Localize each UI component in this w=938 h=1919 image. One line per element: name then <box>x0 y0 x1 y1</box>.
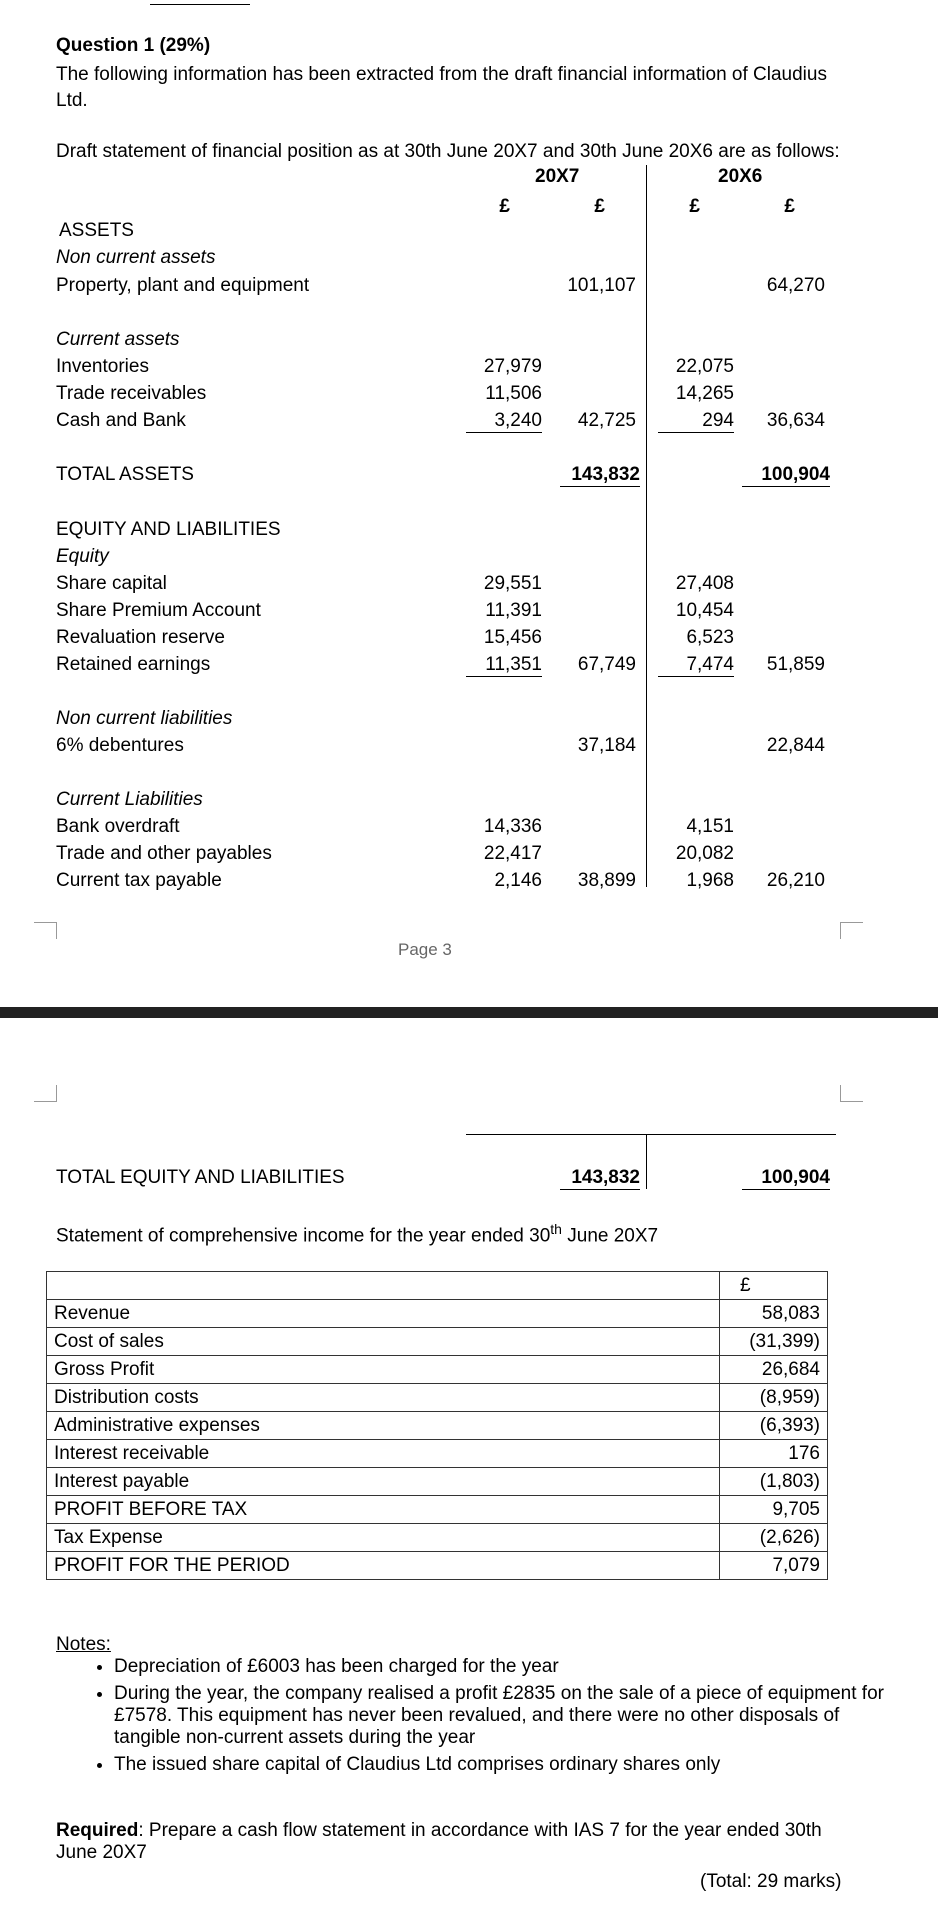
sofp-caption: Draft statement of financial position as at 30th June 20X7 and 30th June 20X6 are as follows: <box>56 141 840 162</box>
required-text <box>56 1820 846 1864</box>
cash-py: 294 <box>658 410 734 433</box>
ci-header-blank <box>47 1272 720 1300</box>
ci-row-label: Gross Profit <box>47 1356 720 1384</box>
ci-row-label: Revenue <box>47 1300 720 1328</box>
share-capital-cy: 29,551 <box>483 573 542 594</box>
equity-heading: Equity <box>56 546 109 567</box>
ci-row-label: Cost of sales <box>47 1328 720 1356</box>
ci-row-label: Distribution costs <box>47 1384 720 1412</box>
ppe-cy: 101,107 <box>567 275 636 296</box>
question-title: Question 1 (29%) <box>56 35 211 56</box>
total-eq-liab-label: TOTAL EQUITY AND LIABILITIES <box>56 1167 345 1188</box>
receivables-py: 14,265 <box>675 383 734 404</box>
top-cut-rule <box>150 4 250 5</box>
cash-cy: 3,240 <box>466 410 542 433</box>
ci-row-value: (1,803) <box>720 1468 828 1496</box>
ci-caption-post: June 20X7 <box>561 1225 659 1247</box>
total-assets-py: 100,904 <box>742 464 830 487</box>
ci-row-label: PROFIT FOR THE PERIOD <box>47 1552 720 1580</box>
page-number: Page 3 <box>398 940 452 959</box>
page-corner-tr <box>840 1085 863 1102</box>
ci-row-value: (2,626) <box>720 1524 828 1552</box>
continued-top-rule <box>466 1134 836 1135</box>
total-eq-liab-cy: 143,832 <box>560 1167 640 1190</box>
ci-row-value: 58,083 <box>720 1300 828 1328</box>
required-label: Required <box>56 1820 139 1841</box>
note-item: • Depreciation of £6003 has been charged for the year <box>114 1656 884 1678</box>
total-marks: (Total: 29 marks) <box>700 1871 842 1892</box>
tax-label: Current tax payable <box>56 870 222 891</box>
page-break <box>0 1007 938 1018</box>
currency-col4: £ <box>784 196 795 217</box>
year-current-header: 20X7 <box>535 166 580 187</box>
inventories-cy: 27,979 <box>483 356 542 377</box>
tax-py: 1,968 <box>686 870 734 891</box>
note-item: • The issued share capital of Claudius Ltd comprises ordinary shares only <box>114 1754 884 1776</box>
income-statement-table <box>46 1271 828 1580</box>
share-premium-cy: 11,391 <box>485 600 542 621</box>
ci-caption-sup: th <box>550 1221 562 1237</box>
total-assets-label: TOTAL ASSETS <box>56 464 194 485</box>
equity-total-cy: 67,749 <box>577 654 636 675</box>
ca-total-cy: 42,725 <box>577 410 636 431</box>
ci-row-value: (8,959) <box>720 1384 828 1412</box>
debentures-py: 22,844 <box>766 735 825 756</box>
ci-row <box>47 1356 828 1384</box>
receivables-label: Trade receivables <box>56 383 207 404</box>
ca-heading: Current assets <box>56 329 180 350</box>
ci-row-label: PROFIT BEFORE TAX <box>47 1496 720 1524</box>
ci-body <box>47 1300 828 1580</box>
retained-cy: 11,351 <box>466 654 542 677</box>
ppe-label: Property, plant and equipment <box>56 275 310 296</box>
page-corner-bl <box>34 922 57 939</box>
ci-row <box>47 1412 828 1440</box>
overdraft-py: 4,151 <box>686 816 734 837</box>
year-divider <box>646 165 647 887</box>
cl-total-cy: 38,899 <box>577 870 636 891</box>
cash-label: Cash and Bank <box>56 410 186 431</box>
page-corner-br <box>840 922 863 939</box>
ci-row-label: Tax Expense <box>47 1524 720 1552</box>
ci-header-row <box>47 1272 828 1300</box>
ci-row <box>47 1524 828 1552</box>
inventories-py: 22,075 <box>675 356 734 377</box>
ci-row <box>47 1468 828 1496</box>
overdraft-cy: 14,336 <box>483 816 542 837</box>
payables-label: Trade and other payables <box>56 843 272 864</box>
currency-col3: £ <box>689 196 700 217</box>
retained-label: Retained earnings <box>56 654 211 675</box>
nca-heading: Non current assets <box>56 247 216 268</box>
retained-py: 7,474 <box>658 654 734 677</box>
ci-row-value: 26,684 <box>720 1356 828 1384</box>
ci-row-label: Interest payable <box>47 1468 720 1496</box>
ca-total-py: 36,634 <box>766 410 825 431</box>
share-premium-py: 10,454 <box>675 600 734 621</box>
share-capital-py: 27,408 <box>675 573 734 594</box>
notes-list <box>84 1656 884 1781</box>
required-body: : Prepare a cash flow statement in accordance with IAS 7 for the year ended 30th June 20X7 <box>56 1820 822 1863</box>
debentures-label: 6% debentures <box>56 735 184 756</box>
currency-col2: £ <box>594 196 605 217</box>
continued-divider <box>646 1134 647 1189</box>
total-eq-liab-py: 100,904 <box>742 1167 830 1190</box>
assets-heading: ASSETS <box>59 220 134 241</box>
equity-total-py: 51,859 <box>766 654 825 675</box>
ci-row-value: 176 <box>720 1440 828 1468</box>
ci-row-value: 7,079 <box>720 1552 828 1580</box>
ci-currency: £ <box>720 1272 828 1300</box>
overdraft-label: Bank overdraft <box>56 816 180 837</box>
ppe-py: 64,270 <box>766 275 825 296</box>
ci-row-value: (31,399) <box>720 1328 828 1356</box>
payables-cy: 22,417 <box>483 843 542 864</box>
tax-cy: 2,146 <box>494 870 542 891</box>
ncl-heading: Non current liabilities <box>56 708 233 729</box>
ci-row <box>47 1328 828 1356</box>
page-corner-tl <box>34 1085 57 1102</box>
ci-caption <box>56 1218 658 1247</box>
cl-heading: Current Liabilities <box>56 789 203 810</box>
revaluation-label: Revaluation reserve <box>56 627 225 648</box>
inventories-label: Inventories <box>56 356 149 377</box>
eq-liab-heading: EQUITY AND LIABILITIES <box>56 519 281 540</box>
cl-total-py: 26,210 <box>766 870 825 891</box>
revaluation-py: 6,523 <box>686 627 734 648</box>
share-capital-label: Share capital <box>56 573 167 594</box>
ci-row <box>47 1440 828 1468</box>
currency-col1: £ <box>499 196 510 217</box>
ci-row-value: (6,393) <box>720 1412 828 1440</box>
ci-row-label: Interest receivable <box>47 1440 720 1468</box>
receivables-cy: 11,506 <box>485 383 542 404</box>
notes-heading: Notes: <box>56 1634 111 1655</box>
intro-text: The following information has been extracted from the draft financial information of Claudius Ltd. <box>56 64 827 111</box>
ci-row <box>47 1384 828 1412</box>
ci-row <box>47 1552 828 1580</box>
payables-py: 20,082 <box>675 843 734 864</box>
ci-caption-pre: Statement of comprehensive income for the year ended 30 <box>56 1225 551 1247</box>
revaluation-cy: 15,456 <box>483 627 542 648</box>
ci-row <box>47 1300 828 1328</box>
note-item: • During the year, the company realised a profit £2835 on the sale of a piece of equipment for £7578. This equipment has never been revalued, and there were no other disposals of tangible non-current assets during the year <box>114 1683 884 1749</box>
share-premium-label: Share Premium Account <box>56 600 261 621</box>
ci-row-value: 9,705 <box>720 1496 828 1524</box>
ci-row <box>47 1496 828 1524</box>
year-prior-header: 20X6 <box>718 166 763 187</box>
ci-row-label: Administrative expenses <box>47 1412 720 1440</box>
total-assets-cy: 143,832 <box>560 464 640 487</box>
debentures-cy: 37,184 <box>577 735 636 756</box>
